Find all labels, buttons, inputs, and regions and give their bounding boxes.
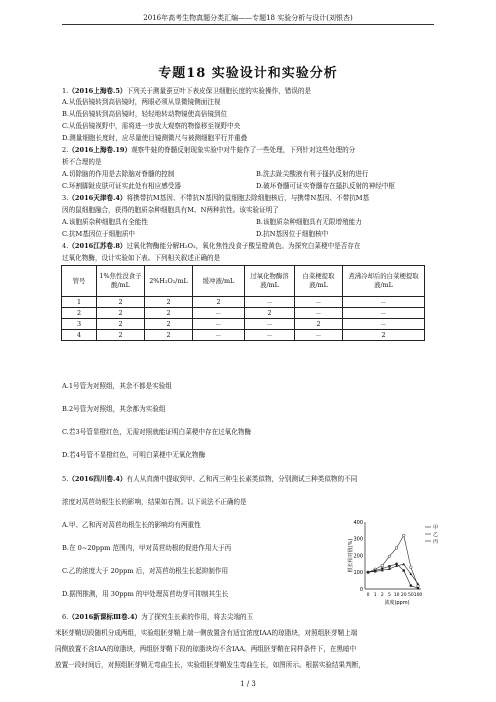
- q3-stem-cont: 因的鼠细胞融合，获得的胞质杂种细胞具有M、N两种抗性。该实验证明了: [62, 206, 279, 214]
- q5-stem: 5.（2016四川卷.4）有人从真菌中提取到甲、乙和丙三种生长素类似物，分别测试三种类似物的不同: [62, 475, 358, 483]
- data-point: [402, 534, 405, 537]
- table-cell: －: [245, 330, 295, 341]
- table-header-cell: 管号: [62, 266, 97, 297]
- page-title: 专题18 实验设计和实验分析: [158, 66, 338, 81]
- q2-option-b: B.洗去趾尖酸液有利于搔扒反射的进行: [256, 170, 369, 178]
- table-cell: －: [193, 308, 245, 319]
- table-header-cell: 煮沸冷却后的白菜梗提取液/mL: [343, 266, 425, 297]
- data-point: [402, 563, 405, 566]
- q6-text-line: 同侧放置不含IAA的琼脂块，两组胚芽鞘下段的琼脂块均不含IAA。两组胚芽鞘在同样条件下，在黑暗中: [55, 645, 357, 653]
- y-tick-label: 400: [353, 519, 363, 526]
- x-tick-label: 10: [393, 593, 400, 598]
- legend-label: 甲: [433, 525, 439, 531]
- q3-option-a: A.该胞质杂种细胞具有全能性: [62, 218, 148, 226]
- q4-stem-cont: 过氧化物酶，设计实验如下表。下列相关叙述正确的是: [62, 254, 221, 262]
- q3-option-d: D.抗N基因位于细胞核中: [256, 230, 329, 238]
- table-cell: －: [193, 330, 245, 341]
- data-point: [388, 565, 390, 567]
- table-cell: 2: [145, 297, 193, 308]
- q4-option-d: D.若4号管不显橙红色，可明白菜梗中无氧化物酶: [62, 451, 206, 459]
- q3-option-b: B.该胞质杂种细胞具有无限增殖能力: [256, 218, 362, 226]
- table-cell: 2: [145, 330, 193, 341]
- q2-option-d: D.破坏脊髓可证实脊髓存在搔扒反射的神经中枢: [256, 182, 396, 190]
- table-cell: 2: [97, 330, 145, 341]
- table-cell: 1: [62, 297, 97, 308]
- table-header-cell: 缓冲液/mL: [193, 266, 245, 297]
- table-cell: －: [343, 297, 425, 308]
- legend-label: 乙: [433, 532, 439, 538]
- table-cell: －: [295, 330, 343, 341]
- q1-option-c: C.从低倍镜视野中，需将进一步放大观察的物像移至视野中央: [62, 122, 241, 130]
- q2-option-a: A.切除脑的作用是去除脑对脊髓的控制: [62, 170, 175, 178]
- table-cell: 2: [97, 308, 145, 319]
- x-axis-label: 浓度(ppm): [384, 600, 410, 606]
- q6-text-line: 放置一段时间后，对照组胚芽鞘无弯曲生长，实验组胚芽鞘发生弯曲生长，如图所示。根据实验结果判断，: [55, 661, 365, 669]
- x-tick-label: 1: [373, 593, 377, 598]
- table-cell: －: [193, 319, 245, 330]
- table-header-cell: 1%焦性没食子酸/mL: [97, 266, 145, 297]
- table-cell: 2: [245, 308, 295, 319]
- y-tick-label: 300: [353, 536, 363, 543]
- q5-option-d: D.据图推测，用 30ppm 的甲处理莴苣幼芽可抑制其生长: [62, 590, 229, 598]
- data-point: [395, 547, 398, 550]
- table-cell: 2: [193, 297, 245, 308]
- table-cell: 4: [62, 330, 97, 341]
- q4-option-b: B.2号管为对照组，其余都为实验组: [62, 405, 166, 413]
- q1-option-a: A.从低倍镜转到高倍镜时，两眼必须从显微镜侧面注视: [62, 98, 221, 106]
- table-cell: －: [295, 308, 343, 319]
- q5-stem-cont: 浓度对莴苣幼根生长的影响，结果如右图。以下说法不正确的是: [62, 498, 247, 506]
- table-cell: 2: [97, 297, 145, 308]
- table-row: [62, 319, 425, 330]
- y-tick-label: 0: [359, 586, 363, 593]
- q1-option-b: B.从低倍镜转到高倍镜时，轻轻地转动物镜使高倍镜到位: [62, 110, 228, 118]
- q3-stem: 3.（2016天津卷.4）将携带抗M基因、不带抗N基因的鼠细胞去除细胞核后，与携带N基因、不带抗M基: [62, 194, 370, 202]
- table-cell: 2: [145, 319, 193, 330]
- q4-option-a: A.1号管为对照组，其余不都是实验组: [62, 382, 172, 390]
- y-tick-label: 100: [353, 570, 363, 577]
- x-tick-label: 5: [387, 593, 391, 598]
- table-cell: －: [245, 319, 295, 330]
- table-cell: 2: [295, 319, 343, 330]
- q2-stem-cont: 析不合理的是: [62, 158, 102, 166]
- table-row: [62, 297, 425, 308]
- data-point: [417, 585, 420, 588]
- header-rule: [62, 24, 434, 25]
- series-line-0: [368, 535, 418, 586]
- data-point: [417, 587, 419, 589]
- table-header-cell: 白菜梗提取液/mL: [295, 266, 343, 297]
- x-tick-label: 50: [407, 593, 414, 598]
- data-point: [410, 566, 413, 569]
- table-cell: 3: [62, 319, 97, 330]
- q2-stem: 2.（2016上海卷.19）观察牛蛙的脊髓反射现象实验中对牛蛙作了一些处理，下列针对这些处理的分: [62, 146, 356, 154]
- y-axis-label: 根长相对值(%): [348, 538, 354, 573]
- data-point: [410, 584, 412, 586]
- table-cell: 2: [343, 330, 425, 341]
- q1-option-d: D.测量细胞长度时，应尽量使目镜测微尺与被测细胞平行并重叠: [62, 134, 248, 142]
- q6-stem: 6.（2016新课标Ⅲ卷.4）为了探究生长素的作用，将去尖端的玉: [62, 613, 254, 621]
- q4-stem: 4.（2016江苏卷.8）过氧化物酶能分解H₂O₂，氧化焦性没食子酸呈橙黄色。为探究白菜梗中是否存在: [62, 242, 361, 250]
- table-cell: －: [295, 297, 343, 308]
- table-header-row: [62, 266, 425, 297]
- experiment-table: [61, 265, 425, 341]
- q5-option-c: C.乙的浓度大于 20ppm 后，对莴苣幼根生长起抑制作用: [62, 567, 229, 575]
- legend-label: 丙: [433, 539, 439, 545]
- table-cell: －: [245, 297, 295, 308]
- table-row: [62, 330, 425, 341]
- x-tick-label: 0: [366, 593, 370, 598]
- data-point: [388, 555, 391, 558]
- root-length-chart: [345, 517, 445, 609]
- table-cell: 2: [145, 308, 193, 319]
- q2-option-c: C.环割脚趾皮肤可证实此处有相应感受器: [62, 182, 181, 190]
- data-point: [403, 569, 405, 571]
- q5-option-b: B.在 0~20ppm 范围内，甲对莴苣幼根的促进作用大于丙: [62, 544, 232, 552]
- x-tick-label: 20: [400, 593, 407, 598]
- table-row: [62, 308, 425, 319]
- table-header-cell: 过氧化物酶溶液/mL: [245, 266, 295, 297]
- table-cell: －: [343, 319, 425, 330]
- x-tick-label: 2: [380, 593, 384, 598]
- table-cell: 2: [97, 319, 145, 330]
- q6-text-line: 米胚芽鞘切段随机分成两组，实验组胚芽鞘上端一侧放置含有适宜浓度IAA的琼脂块，对照组胚芽鞘上端: [55, 629, 358, 637]
- q3-option-c: C.抗M基因位于细胞质中: [62, 230, 136, 238]
- page-number: 1 / 3: [240, 680, 256, 688]
- table-cell: 2: [62, 308, 97, 319]
- q1-stem: 1.（2016上海卷.5）下列关于测量蚕豆叶下表皮保卫细胞长度的实验操作，错误的是: [62, 87, 312, 95]
- q4-option-c: C.若3号管显橙红色，无需对照就能证明白菜梗中存在过氧化物酶: [62, 428, 252, 436]
- q5-option-a: A.甲、乙和丙对莴苣幼根生长的影响均有两重性: [62, 521, 201, 529]
- data-point: [381, 564, 384, 567]
- page-header: 2016年高考生物真题分类汇编——专题18 实验分析与设计(刘银杏): [143, 14, 353, 22]
- table-header-cell: 2%H₂O₂/mL: [145, 266, 193, 297]
- table-cell: －: [343, 308, 425, 319]
- y-tick-label: 200: [353, 553, 363, 560]
- x-tick-label: 100: [413, 593, 423, 598]
